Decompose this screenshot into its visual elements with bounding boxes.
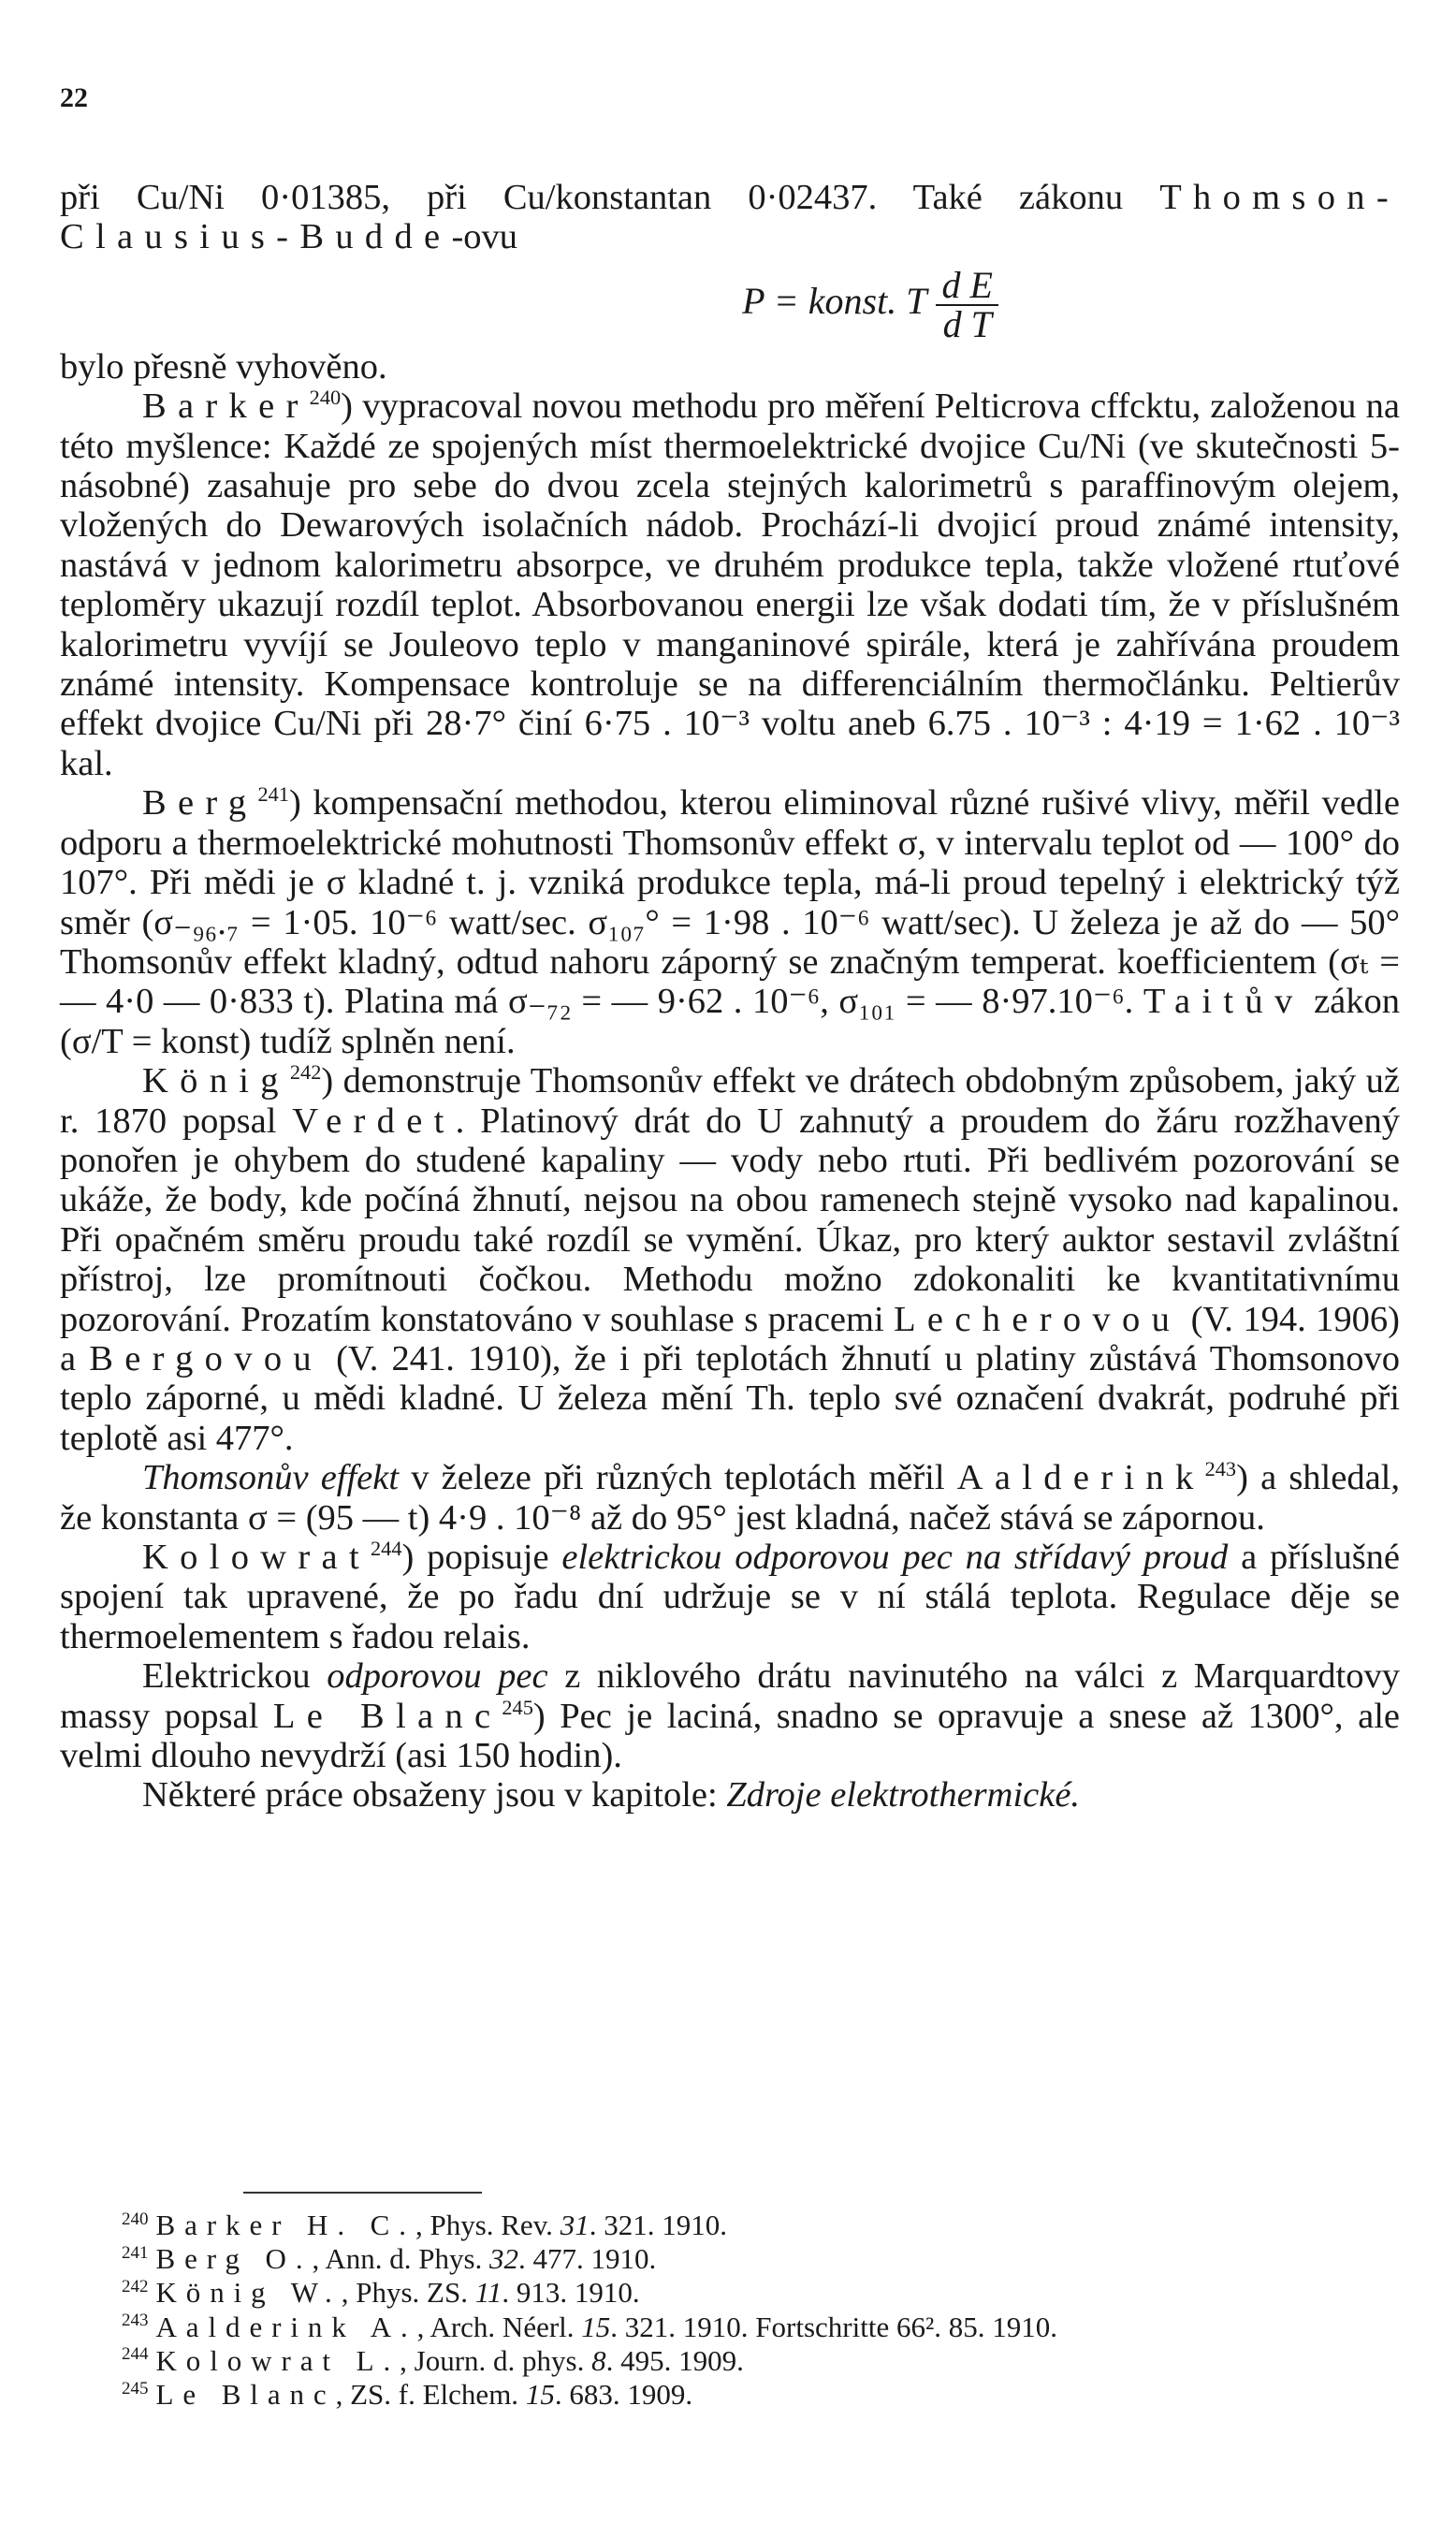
paragraph xyxy=(60,1061,1400,1458)
volume: 8 xyxy=(591,2343,606,2377)
equation-left: P = konst. T xyxy=(742,280,927,322)
text-run: . 683. 1909. xyxy=(554,2378,693,2412)
text-run: . 495. 1909. xyxy=(605,2343,744,2377)
text-run: (V. 241. 1910), že i při teplotách žhnutí u platiny zůstává Thomsonovo teplo záporné, u mědi kladné. U železa mění Th. teplo své označení dvakrát, podruhé při teplotě asi 477°. xyxy=(60,1338,1400,1458)
text-run: ) vypracoval novou methodu pro měření Pelticrova cffcktu, založenou na této myšlence: Každé ze spojených míst thermoelektrické dvojice Cu/Ni (ve skutečnosti 5-násobné) zasahuje pro sebe do dvou zcela stejných kalorimetrů s paraffinovým olejem, vložených do Dewarových isolačních nádob. Prochází-li dvojicí proud známé intensity, nastává v jednom kalorimetru absorpce, ve druhém produkce tepla, takže vložené rtuťové teploměry ukazují rozdíl teplot. Absorbovanou energii lze však dodati tím, že v příslušném kalorimetru vyvíjí se Jouleovo teplo v manganinové spirále, která je zahřívána proudem známé intensity. Kompensace kontroluje se na differenciálním thermočlánku. Peltierův effekt dvojice Cu/Ni při 28·7° činí 6·75 . 10⁻³ voltu aneb 6.75 . 10⁻³ : 4·19 = 1·62 . 10⁻³ kal. xyxy=(60,386,1400,783)
author-name: Barker H. C. xyxy=(155,2209,415,2241)
equation xyxy=(200,263,1456,345)
footnote-ref: 241 xyxy=(257,782,289,807)
text-run: , Phys. Rev. xyxy=(415,2209,553,2241)
text-run: (V. 194. 1906) a xyxy=(60,1299,1400,1378)
italic-term: odporovou pec xyxy=(327,1656,548,1697)
paragraph: bylo přesně vyhověno. xyxy=(60,346,387,386)
italic-term: Thomsonův effekt xyxy=(142,1458,400,1498)
paragraph xyxy=(60,1775,1400,1815)
footnote xyxy=(122,2209,1413,2242)
text-run: . 477. 1910. xyxy=(518,2242,657,2276)
text-run: ) Pec je laciná, snadno se opravuje a snese až 1300°, ale velmi dlouho nevydrží (asi 150 hodin). xyxy=(60,1696,1400,1776)
text-run: . Platinový drát do U zahnutý a proudem do žáru rozžhavený ponořen je ohybem do studené kapaliny — vody nebo rtuti. Při bedlivém pozorování se ukáže, že body, kde počíná žhnutí, nejsou na obou ramenech stejně vysoko nad kapalinou. Při opačném směru proudu také rozdíl se vymění. Úkaz, pro který auktor sestavil zvláštní přístroj, lze promítnouti čočkou. Methodu možno zdokonaliti ke kvantitativnímu pozorování. Prozatím konstatováno v souhlase s pracemi xyxy=(60,1101,1400,1339)
italic-term: Zdroje elektrothermické. xyxy=(726,1775,1081,1815)
text-run: při Cu/Ni 0·01385, při Cu/konstantan 0·02437. Také zákonu xyxy=(60,178,1124,217)
volume: 15 xyxy=(581,2310,611,2343)
volume: 32 xyxy=(489,2242,519,2276)
author-name: Kolowrat L. xyxy=(155,2343,400,2377)
footnote-divider xyxy=(243,2192,482,2194)
footnote-ref: 242 xyxy=(289,1060,322,1085)
footnote-ref: 243 xyxy=(1204,1457,1237,1481)
author-name: Barker xyxy=(142,386,310,427)
text-run: ) demonstruje Thomsonův effekt ve drátech obdobným způsobem, jaký už r. 1870 popsal xyxy=(60,1061,1400,1141)
fraction-numerator: d E xyxy=(936,267,997,306)
paragraph xyxy=(60,1458,1400,1538)
text-run: ) popisuje xyxy=(401,1538,549,1577)
footnote xyxy=(122,2311,1413,2344)
author-name: Berg xyxy=(142,783,258,824)
text-run: v železe při různých teplotách měřil xyxy=(399,1458,945,1498)
footnote-ref: 244 xyxy=(370,1537,402,1561)
text-run: , ZS. f. Elchem. xyxy=(335,2378,519,2412)
footnote xyxy=(122,2344,1413,2378)
volume: 31 xyxy=(560,2209,590,2241)
equation-fraction xyxy=(936,263,997,345)
body-text xyxy=(60,178,1400,1815)
author-name: Aalderink xyxy=(956,1458,1205,1498)
page-number: 22 xyxy=(60,82,88,113)
author-name: Taitův xyxy=(1143,982,1304,1022)
text-run: , Journ. d. phys. xyxy=(400,2343,585,2377)
footnotes xyxy=(122,2209,1413,2412)
text-run: z niklového drátu navinutého na válci z Marquardtovy massy popsal xyxy=(60,1656,1400,1736)
footnote xyxy=(122,2276,1413,2310)
footnote-ref: 245 xyxy=(502,1695,533,1719)
footnote-number: 243 xyxy=(122,2311,149,2331)
author-name: Verdet xyxy=(292,1101,456,1141)
footnote-number: 241 xyxy=(122,2242,149,2263)
volume: 11 xyxy=(474,2276,502,2310)
text-run: ) kompensační methodou, kterou eliminoval různé rušivé vlivy, měřil vedle odporu a thermoelektrické mohutnosti Thomsonův effekt σ, v intervalu teplot od — 100° do 107°. Při mědi je σ kladné t. j. vzniká produkce tepla, má-li proud tepelný i elektrický týž směr (σ₋₉₆.₇ = 1·05. 10⁻⁶ watt/sec. σ₁₀₇° = 1·98 . 10⁻⁶ watt/sec). U železa je až do — 50° Thomsonův effekt kladný, odtud nahoru záporný se značným temperat. koefficientem (σₜ = — 4·0 — 0·833 t). Platina má σ₋₇₂ = — 9·62 . 10⁻⁶, σ₁₀₁ = — 8·97.10⁻⁶. xyxy=(60,783,1400,1022)
text-run: -ovu xyxy=(451,217,518,257)
author-name: Berg O. xyxy=(155,2242,313,2276)
footnote-number: 245 xyxy=(122,2378,149,2398)
author-name: König W. xyxy=(155,2276,342,2310)
author-name: Aalderink A. xyxy=(155,2310,417,2343)
text-run: , Arch. Néerl. xyxy=(416,2310,575,2343)
text-run: zákon (σ/T = konst) tudíž splněn není. xyxy=(60,982,1401,1061)
text-run: . 321. 1910. Fortschritte 66². 85. 1910. xyxy=(610,2310,1057,2343)
fraction-denominator: d T xyxy=(942,302,992,345)
footnote-number: 240 xyxy=(122,2209,149,2229)
footnote-ref: 240 xyxy=(309,386,342,410)
text-run: . 321. 1910. xyxy=(589,2209,727,2241)
volume: 15 xyxy=(525,2378,555,2412)
author-name: König xyxy=(142,1061,290,1101)
text-run: Některé práce obsaženy jsou v kapitole: xyxy=(142,1775,718,1815)
footnote xyxy=(122,2242,1413,2276)
text-run: ) a shledal, že konstanta σ = (95 — t) 4·9 . 10⁻⁸ až do 95° jest kladná, načež stává se zápornou. xyxy=(60,1458,1400,1538)
text-run: . 913. 1910. xyxy=(502,2276,640,2310)
author-name: Le Blanc xyxy=(272,1696,502,1736)
author-name: Kolowrat xyxy=(142,1538,371,1577)
footnote-number: 244 xyxy=(122,2344,149,2365)
text-run: a příslušné spojení tak upravené, že po řadu dní udržuje se v ní stálá teplota. Regulace děje se thermoelementem s řadou relais. xyxy=(60,1538,1401,1656)
paragraph xyxy=(60,783,1400,1061)
author-name: Le Blanc xyxy=(155,2378,336,2412)
text-run: , Ann. d. Phys. xyxy=(312,2242,483,2276)
paragraph xyxy=(60,1538,1400,1656)
author-name: Bergovou xyxy=(89,1338,323,1378)
footnote xyxy=(122,2378,1413,2412)
text-run: , Phys. ZS. xyxy=(341,2276,468,2310)
paragraph xyxy=(60,178,1400,257)
paragraph xyxy=(60,1656,1400,1775)
text-run: Elektrickou xyxy=(142,1656,311,1697)
author-name: Thomson-Clausius-Budde xyxy=(60,178,1401,257)
paragraph xyxy=(60,386,1400,783)
italic-term: elektrickou odporovou pec na střídavý proud xyxy=(561,1538,1229,1577)
footnote-number: 242 xyxy=(122,2277,149,2297)
author-name: Lecherovou xyxy=(894,1299,1182,1339)
